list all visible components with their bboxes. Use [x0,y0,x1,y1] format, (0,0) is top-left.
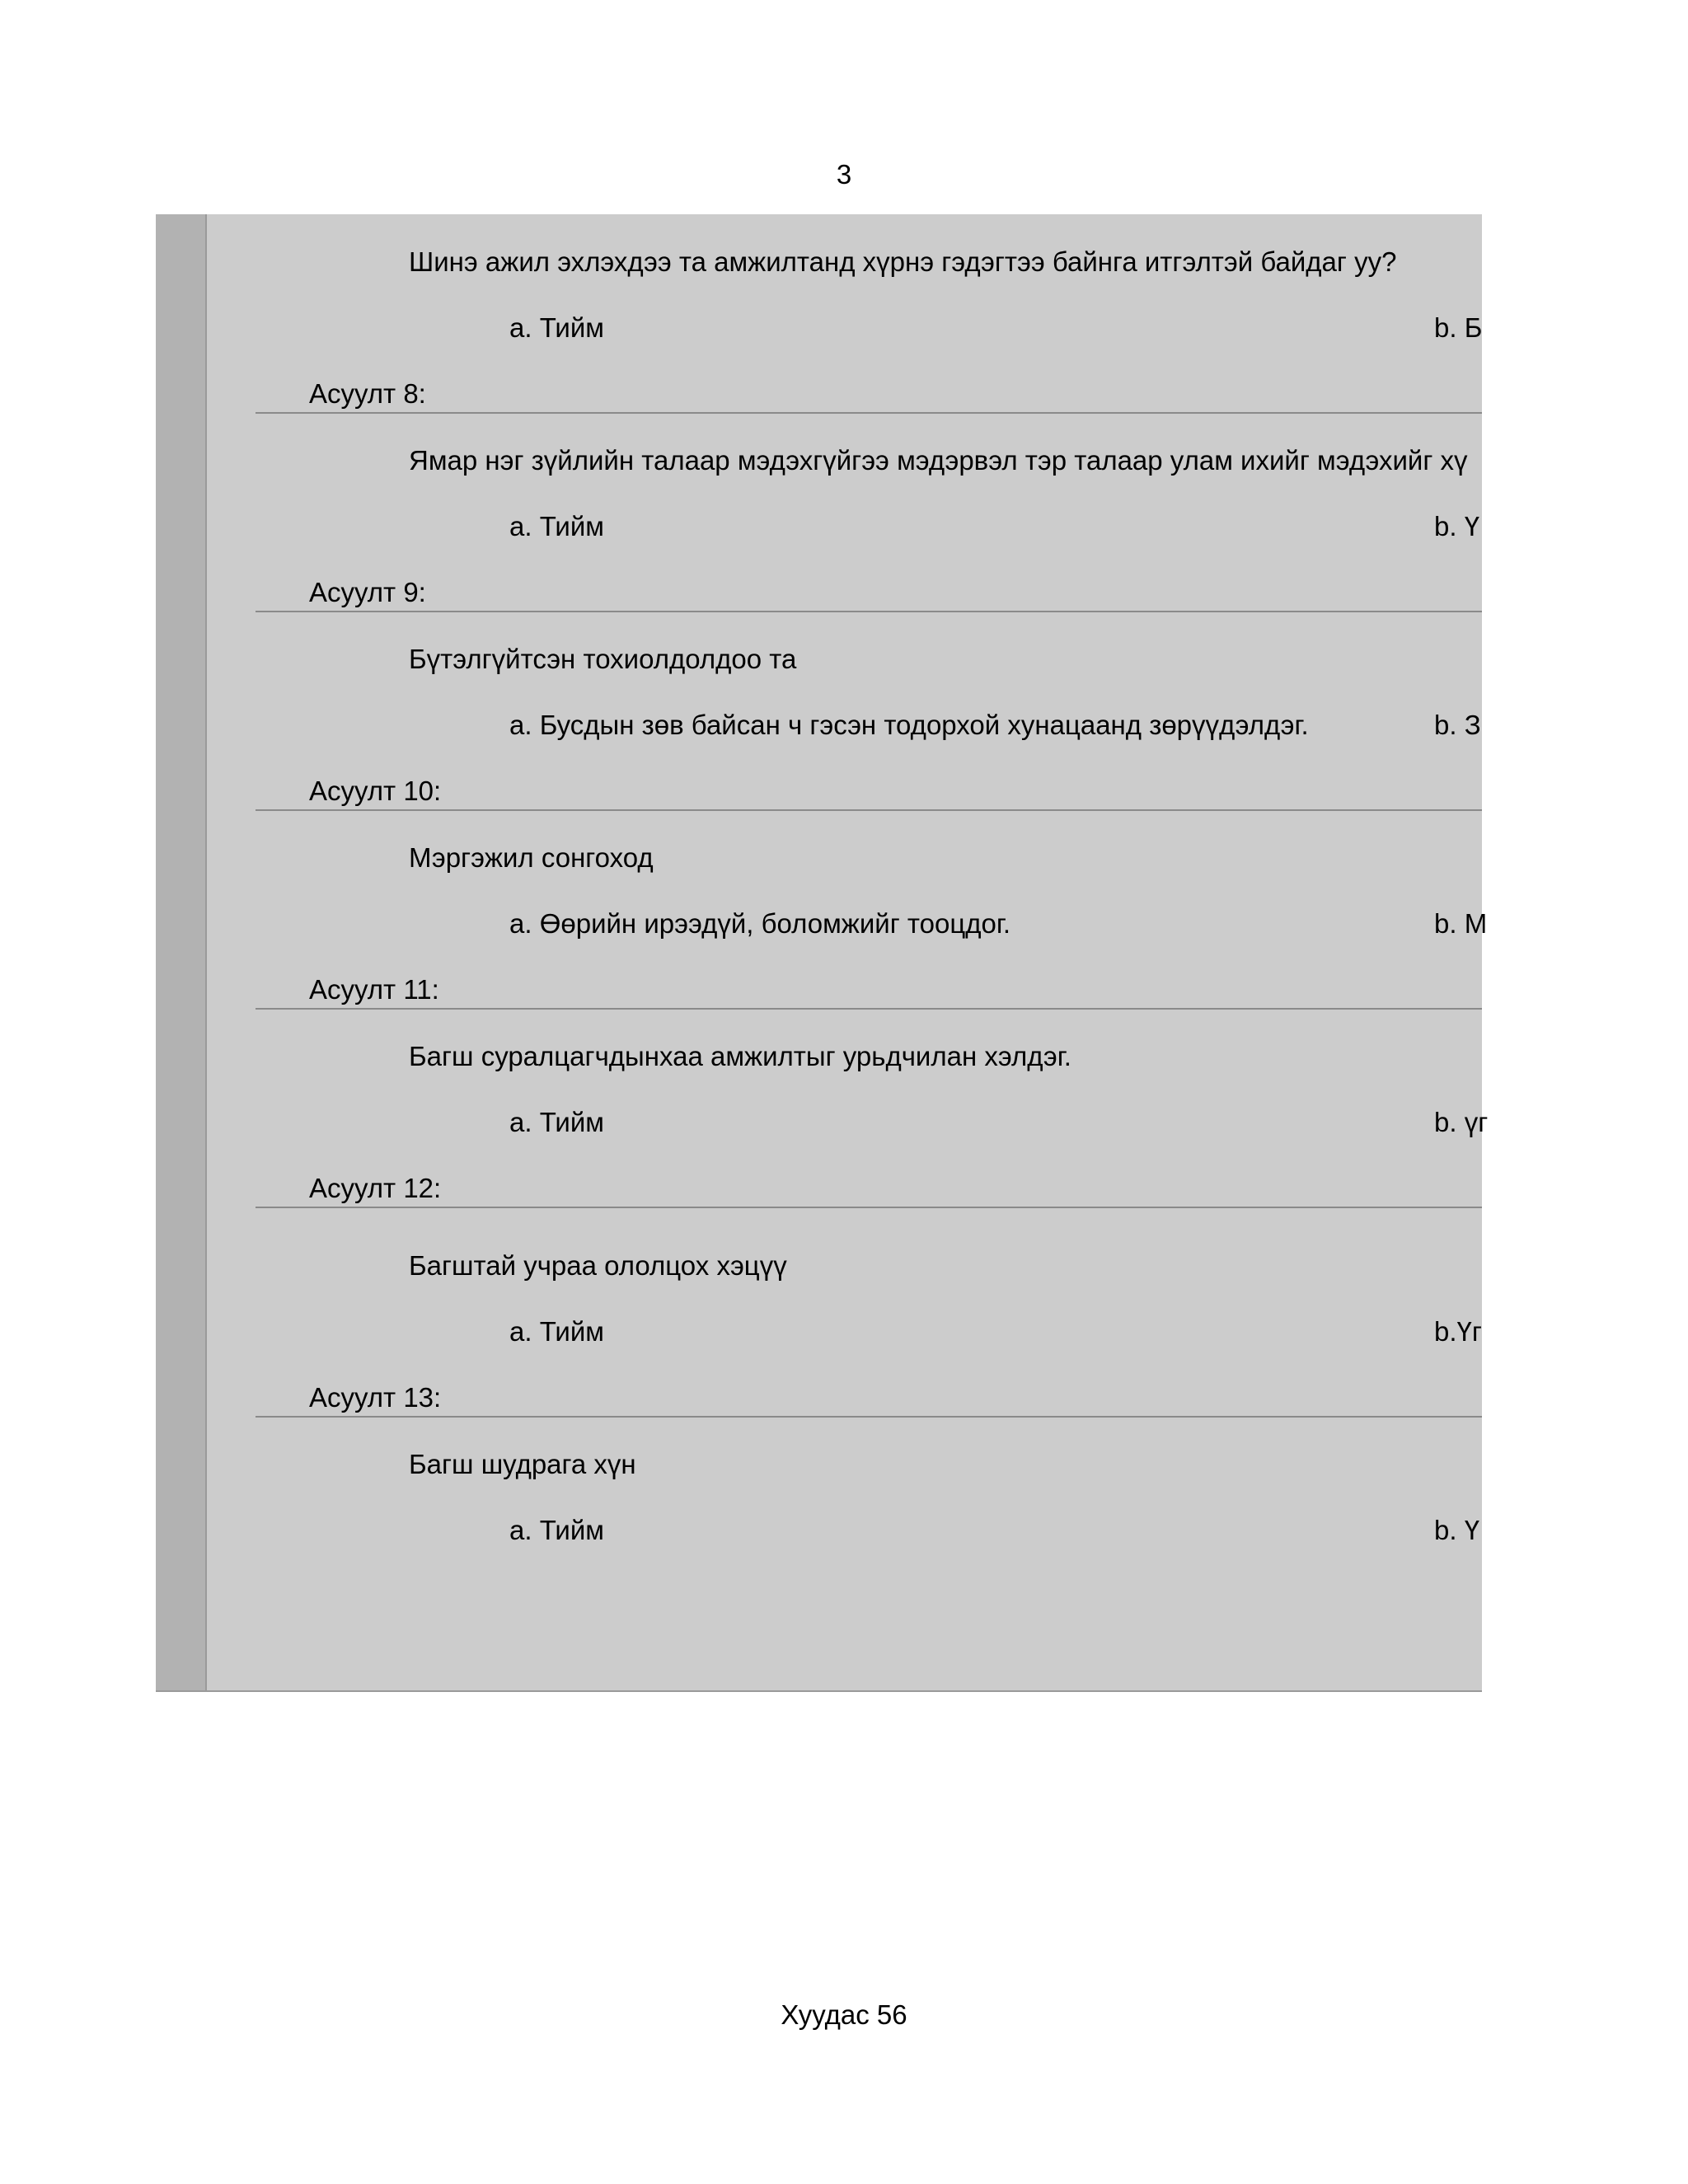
question-11-option-a: a. Тийм [509,1107,604,1137]
question-8-text: Ямар нэг зүйлийн талаар мэдэхгүйгээ мэдэрвэл тэр талаар улам ихийг мэдэхийг хү [409,445,1468,476]
question-12-option-a: a. Тийм [509,1316,604,1347]
question-12-label: Асуулт 12: [309,1173,442,1203]
page-number-top: 3 [836,159,852,190]
question-13-option-a: a. Тийм [509,1515,604,1545]
question-7-option-a: a. Тийм [509,312,604,343]
question-13-divider [256,1416,1482,1418]
question-7-option-b: b. Б [1434,312,1483,343]
question-9-label: Асуулт 9: [309,577,426,607]
question-8-option-a: a. Тийм [509,511,604,541]
question-10-divider [256,809,1482,811]
question-12-text: Багштай учраа ололцох хэцүү [409,1250,787,1281]
question-8-divider [256,412,1482,414]
questionnaire-panel [156,214,1489,1692]
question-13-option-b: b. Ү [1434,1515,1480,1545]
page-footer: Хуудас 56 [781,1999,907,2030]
question-9-option-b: b. З [1434,710,1481,740]
question-11-option-b: b. үг [1434,1107,1489,1137]
question-13-text: Багш шудрага хүн [409,1449,636,1479]
question-9-option-a: a. Бусдын зөв байсан ч гэсэн тодорхой хунацаанд зөрүүдэлдэг. [509,710,1309,740]
question-10-text: Мэргэжил сонгоход [409,842,654,873]
question-12-divider [256,1207,1482,1208]
question-11-divider [256,1008,1482,1010]
question-10-label: Асуулт 10: [309,776,442,806]
question-10-option-a: a. Өөрийн ирээдүй, боломжийг тооцдог. [509,908,1011,939]
question-7-text: Шинэ ажил эхлэхдээ та амжилтанд хүрнэ гэдэгтээ байнга итгэлтэй байдаг уу? [409,246,1397,277]
question-13-label: Асуулт 13: [309,1382,442,1413]
question-10-option-b: b. М [1434,908,1488,939]
question-11-label: Асуулт 11: [309,974,439,1005]
question-9-text: Бүтэлгүйтсэн тохиолдолдоо та [409,644,797,674]
question-8-label: Асуулт 8: [309,378,426,409]
question-11-text: Багш суралцагчдынхаа амжилтыг урьдчилан хэлдэг. [409,1041,1071,1071]
question-9-divider [256,611,1482,612]
question-8-option-b: b. Ү [1434,511,1480,541]
panel-sidebar [156,214,207,1690]
question-12-option-b: b.Үг [1434,1316,1482,1347]
